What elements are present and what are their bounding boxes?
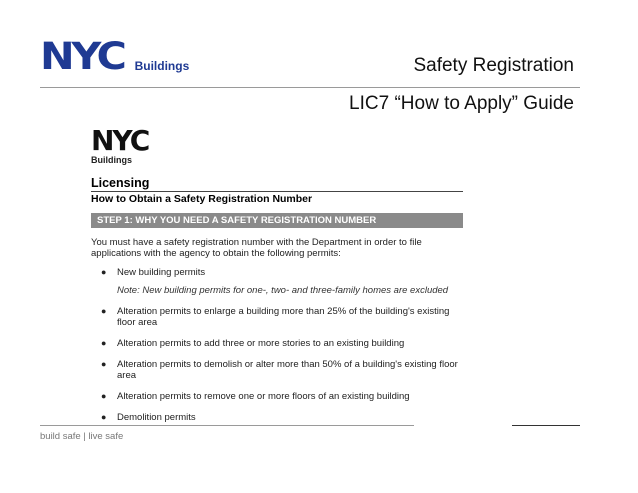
logo-text: NYC [40, 35, 124, 78]
logo-subtitle: Buildings [134, 59, 190, 73]
footer-divider-accent [512, 425, 580, 426]
list-item-text: Alteration permits to enlarge a building more than 25% of the building's existing floor area [117, 306, 450, 328]
doc-heading: How to Obtain a Safety Registration Number [91, 193, 313, 205]
bullet-icon: ● [101, 267, 107, 277]
slide-title: Safety Registration [413, 55, 574, 76]
doc-logo-subtitle: Buildings [91, 155, 132, 165]
list-item [91, 338, 463, 349]
doc-intro: You must have a safety registration number with the Department in order to file applications with the agency to obtain the following permits: [91, 237, 422, 259]
permit-list [91, 267, 463, 423]
list-item-text: Demolition permits [117, 412, 196, 423]
bullet-icon: ● [101, 391, 107, 401]
list-item [91, 267, 463, 278]
list-item-text: New building permits [117, 267, 206, 278]
footer-divider [40, 425, 414, 426]
footer-tagline: build safe | live safe [40, 431, 124, 442]
header-divider [40, 87, 580, 88]
list-item [91, 306, 463, 328]
bullet-icon: ● [101, 412, 107, 422]
list-item-text: Alteration permits to add three or more stories to an existing building [117, 338, 405, 349]
list-item [91, 391, 463, 402]
slide-subtitle: LIC7 “How to Apply” Guide [349, 93, 574, 114]
nyc-buildings-logo [40, 35, 190, 78]
doc-step-bar: STEP 1: WHY YOU NEED A SAFETY REGISTRATION NUMBER [91, 213, 463, 228]
bullet-icon: ● [101, 359, 107, 369]
list-item [91, 412, 463, 423]
list-item-text: Alteration permits to demolish or alter more than 50% of a building's existing floor area [117, 359, 458, 381]
doc-note: Note: New building permits for one-, two- and three-family homes are excluded [117, 285, 449, 296]
document-excerpt [91, 124, 463, 433]
bullet-icon: ● [101, 306, 107, 316]
doc-logo-text: NYC [91, 124, 149, 157]
doc-section-title: Licensing [91, 176, 150, 190]
doc-divider [91, 191, 463, 192]
list-item [91, 359, 463, 381]
bullet-icon: ● [101, 338, 107, 348]
list-item-text: Alteration permits to remove one or more floors of an existing building [117, 391, 410, 402]
